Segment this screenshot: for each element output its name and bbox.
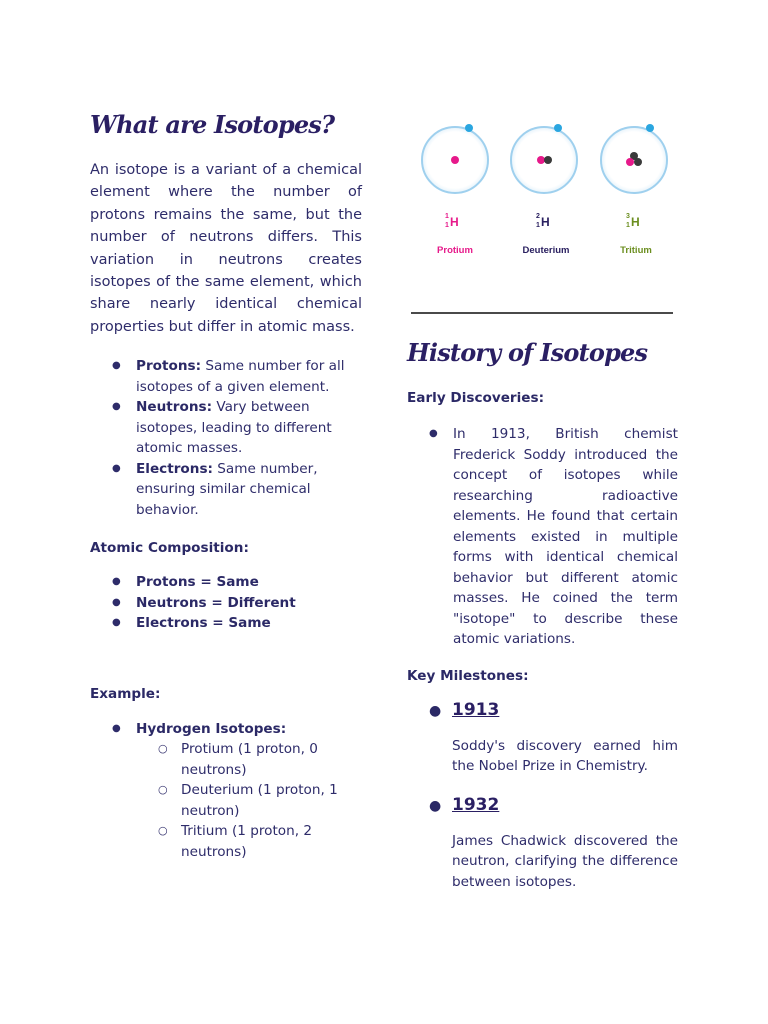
history-title: History of Isotopes xyxy=(407,338,648,367)
electron-icon xyxy=(646,124,654,132)
electron-icon xyxy=(465,124,473,132)
isotope-diagram xyxy=(412,118,682,268)
right-column xyxy=(407,336,678,892)
isotope-figure xyxy=(412,118,682,268)
protium-label: Protium xyxy=(437,245,473,256)
milestone-item xyxy=(407,700,678,777)
left-column xyxy=(90,108,362,862)
list-item: ● Neutrons = Different xyxy=(90,593,362,614)
deuterium-label: Deuterium xyxy=(522,245,570,256)
key-milestones-label: Key Milestones: xyxy=(407,667,529,684)
list-item: ● Hydrogen Isotopes: ○ Protium (1 proton, 0 neutrons) ○ Deuterium (1 proton, 1 neutron) ○ Tritium (1 proton, 2 neutrons) xyxy=(90,719,362,863)
proton-icon xyxy=(451,156,459,164)
list-item: ● Protons = Same xyxy=(90,572,362,593)
svg-text:H: H xyxy=(541,215,550,229)
svg-text:1: 1 xyxy=(536,222,540,229)
svg-text:1: 1 xyxy=(626,222,630,229)
section-divider xyxy=(411,312,673,314)
proton-icon xyxy=(537,156,545,164)
tritium-notation xyxy=(626,213,640,229)
neutron-icon xyxy=(634,158,642,166)
svg-text:1: 1 xyxy=(445,222,449,229)
neutron-icon xyxy=(544,156,552,164)
isotopes-title: What are Isotopes? xyxy=(90,110,335,139)
milestone-text: Soddy's discovery earned him the Nobel Prize in Chemistry. xyxy=(452,737,678,774)
deuterium-notation xyxy=(536,213,550,229)
list-item: ● Protons: Same number for all isotopes of a given element. xyxy=(90,356,362,397)
list-item: ○ Deuterium (1 proton, 1 neutron) xyxy=(136,780,362,821)
svg-text:2: 2 xyxy=(536,213,540,220)
milestone-year: 1932 xyxy=(452,794,500,815)
milestone-text: James Chadwick discovered the neutron, clarifying the difference between isotopes. xyxy=(452,832,678,890)
list-item: ● Neutrons: Vary between isotopes, leading to different atomic masses. xyxy=(90,397,362,459)
particles-list xyxy=(90,356,362,520)
intro-paragraph: An isotope is a variant of a chemical element where the number of protons remains the same, but the number of neutrons differs. This variation in neutrons creates isotopes of the same element, which share nearly identical chemical properties but differ in atomic mass. xyxy=(90,162,362,335)
proton-icon xyxy=(626,158,634,166)
list-item: ● Electrons = Same xyxy=(90,613,362,634)
early-discoveries-label: Early Discoveries: xyxy=(407,390,545,406)
bullet-icon: ● xyxy=(429,702,442,719)
milestone-item xyxy=(407,795,678,893)
svg-text:1: 1 xyxy=(445,213,449,220)
composition-list xyxy=(90,572,362,634)
protium-atom xyxy=(422,124,488,193)
bullet-icon: ● xyxy=(429,797,442,814)
svg-text:3: 3 xyxy=(626,213,630,220)
list-item: ○ Tritium (1 proton, 2 neutrons) xyxy=(136,821,362,862)
list-item: ● In 1913, British chemist Frederick Soddy introduced the concept of isotopes while researching radioactive elements. He found that certain elements existed in multiple forms with identical chemical behavior but different atomic masses. He coined the term "isotope" to describe these atomic variations. xyxy=(407,424,678,650)
deuterium-atom xyxy=(511,124,577,193)
svg-text:H: H xyxy=(631,215,640,229)
list-item: ● Electrons: Same number, ensuring similar chemical behavior. xyxy=(90,459,362,521)
protium-notation xyxy=(445,213,459,229)
example-sublist xyxy=(136,739,362,862)
tritium-label: Tritium xyxy=(620,245,652,256)
early-discoveries-list xyxy=(407,424,678,650)
electron-icon xyxy=(554,124,562,132)
milestone-year: 1913 xyxy=(452,699,500,720)
tritium-atom xyxy=(601,124,667,193)
list-item: ○ Protium (1 proton, 0 neutrons) xyxy=(136,739,362,780)
svg-text:H: H xyxy=(450,215,459,229)
example-label: Example: xyxy=(90,685,161,702)
example-list xyxy=(90,719,362,863)
composition-label: Atomic Composition: xyxy=(90,540,249,557)
